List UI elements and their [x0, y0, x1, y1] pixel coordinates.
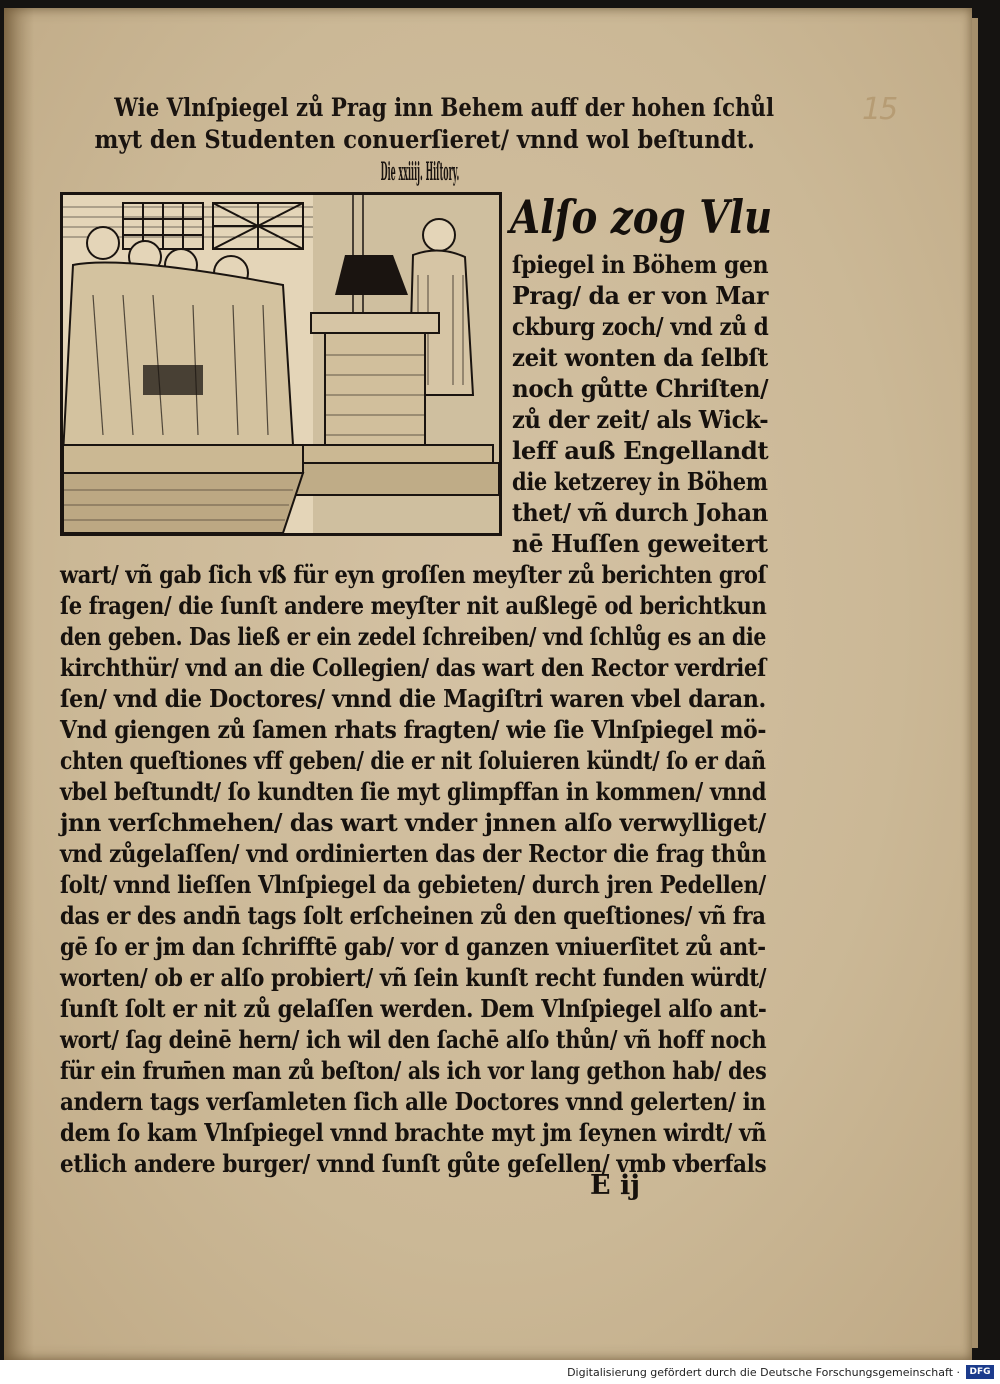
dfg-logo: DFG [966, 1365, 994, 1379]
text-line: worten/ ob er alſo probiert/ vñ ſein kunſt recht funden würdt/ [60, 963, 767, 992]
woodcut-classroom-icon [60, 192, 502, 536]
text-line: noch gůtte Chriſten/ [512, 374, 769, 403]
pencil-folio-number: 15 [862, 92, 897, 127]
text-line: Vnd giengen zů ſamen rhats fragten/ wie ſie Vlnſpiegel mö- [60, 715, 767, 744]
text-line: wart/ vñ gab ſich vß für eyn groſſen meyſter zů berichten groſ [60, 560, 767, 589]
text-line: andern tags verſamleten ſich alle Doctores vnnd gelerten/ in [60, 1087, 766, 1116]
dropcap-opening: Alſo zog Vlu [510, 190, 773, 244]
chapter-heading-line-1: Wie Vlnſpiegel zů Prag inn Behem auff der hohen ſchůl [114, 93, 775, 122]
text-line: leff auß Engellandt [512, 436, 769, 465]
text-line: für ein frum̄en man zů beſton/ als ich vor lang gethon hab/ des [60, 1056, 767, 1085]
text-line: gē ſo er jm dan ſchrifftē gab/ vor d ganzen vniuerſitet zů ant- [60, 932, 766, 961]
page-gutter-shadow [4, 8, 34, 1360]
text-line: jnn verſchmehen/ das wart vnder jnnen alſo verwylliget/ [60, 808, 766, 837]
text-line: ckburg zoch/ vnd zů d [512, 312, 769, 341]
text-line: vnd zůgelaſſen/ vnd ordinierten das der Rector die frag thůn [60, 839, 767, 868]
text-line: den geben. Das ließ er ein zedel ſchreiben/ vnd ſchlůg es an die [60, 622, 767, 651]
text-line: kirchthür/ vnd an die Collegien/ das wart den Rector verdrieſ [60, 653, 766, 682]
text-line: dem ſo kam Vlnſpiegel vnnd brachte myt jm ſeynen wirdt/ vñ [60, 1118, 767, 1147]
text-line: ſen/ vnd die Doctores/ vnnd die Magiſtri waren vbel daran. [60, 684, 766, 713]
page-edge [972, 18, 978, 1348]
text-line: zů der zeit/ als Wick- [512, 405, 769, 434]
chapter-number: Die xxiiij. Hiſtory. [380, 157, 460, 186]
text-line: das er des andn̄ tags ſolt erſcheinen zů den queſtiones/ vñ fra [60, 901, 766, 930]
text-line: etlich andere burger/ vnnd ſunſt gůte geſellen/ vmb vberfals [60, 1149, 767, 1178]
chapter-heading-line-2: myt den Studenten conuerſieret/ vnnd wol beſtundt. [94, 125, 755, 154]
text-line: zeit wonten da ſelbſt [512, 343, 768, 372]
text-line: vbel beſtundt/ ſo kundten ſie myt glimpffan in kommen/ vnnd [60, 777, 767, 806]
text-line: chten queſtiones vff geben/ die er nit ſoluieren kündt/ ſo er dañ [60, 746, 766, 775]
text-line: ſunſt ſolt er nit zů gelaſſen werden. Dem Vlnſpiegel alſo ant- [60, 994, 767, 1023]
text-line: ſpiegel in Böhem gen [512, 250, 769, 279]
funding-credit: Digitalisierung gefördert durch die Deutsche Forschungsgemeinschaft · [567, 1366, 960, 1379]
text-line: wort/ ſag deinē hern/ ich wil den ſachē alſo thůn/ vñ hoff noch [60, 1025, 767, 1054]
signature-mark: E ij [590, 1170, 641, 1201]
text-line: nē Huſſen geweitert [512, 529, 768, 558]
text-line: ſe fragen/ die ſunſt andere meyſter nit außlegē od berichtkun [60, 591, 767, 620]
text-line: Prag/ da er von Mar [512, 281, 769, 310]
text-line: thet/ vñ durch Johan [512, 498, 768, 527]
text-line: ſolt/ vnnd lieſſen Vlnſpiegel da gebieten/ durch jren Pedellen/ [60, 870, 766, 899]
text-line: die ketzerey in Böhem [512, 467, 768, 496]
